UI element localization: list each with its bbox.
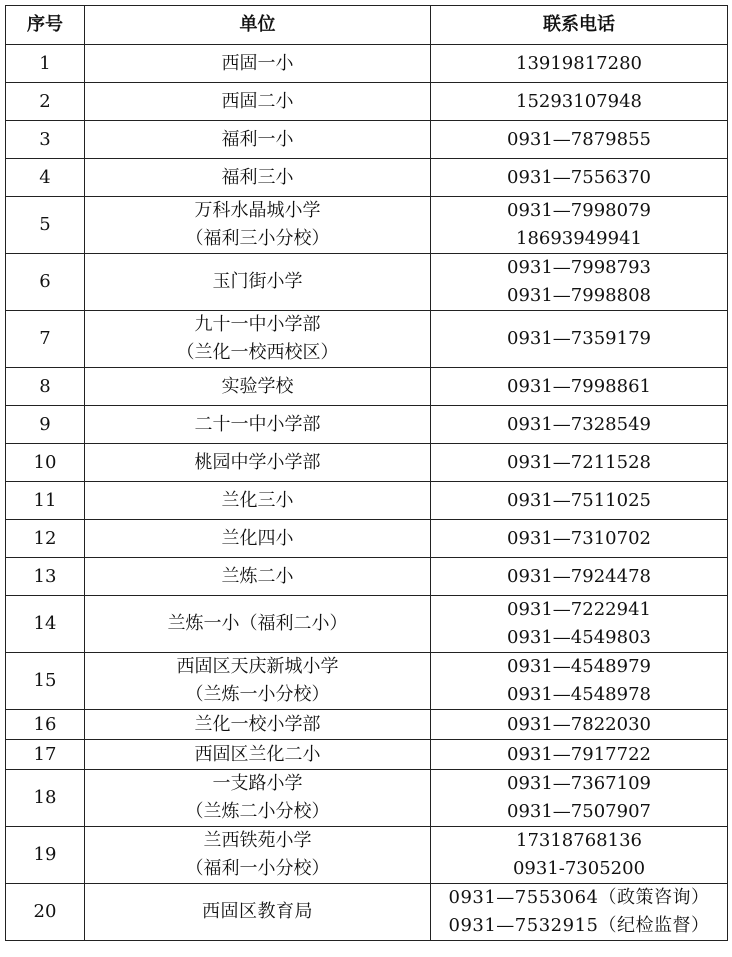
row-index: 18 <box>6 770 85 827</box>
table-row <box>6 444 728 482</box>
unit-line: 兰化四小 <box>221 527 294 549</box>
phone-number: 13919817280 <box>516 52 642 74</box>
row-index: 7 <box>6 311 85 368</box>
row-index: 15 <box>6 653 85 710</box>
table-row <box>6 254 728 311</box>
row-index: 13 <box>6 558 85 596</box>
phone-number: 0931—7328549 <box>507 413 651 435</box>
row-phone <box>431 121 728 159</box>
table-row <box>6 520 728 558</box>
phone-number: 0931—7822030 <box>507 713 651 735</box>
phone-number: 0931—7998861 <box>507 375 651 397</box>
row-phone <box>431 444 728 482</box>
unit-line: （兰化一校西校区） <box>176 342 339 363</box>
phone-number: 0931—7211528 <box>507 451 651 473</box>
row-phone <box>431 311 728 368</box>
table-row <box>6 770 728 827</box>
unit-line: 玉门街小学 <box>212 271 303 292</box>
row-index: 4 <box>6 159 85 197</box>
phone-number: 0931—4548979 <box>507 656 651 677</box>
phone-number: 0931—7556370 <box>507 166 651 188</box>
row-index: 3 <box>6 121 85 159</box>
row-unit <box>85 368 431 406</box>
header-unit: 单位 <box>85 6 431 45</box>
row-phone <box>431 827 728 884</box>
table-row <box>6 740 728 770</box>
row-phone <box>431 596 728 653</box>
phone-number: 0931—7998079 <box>507 200 651 221</box>
phone-number: 17318768136 <box>516 830 642 851</box>
table-row <box>6 884 728 941</box>
unit-line: 桃园中学小学部 <box>194 451 321 473</box>
row-index: 8 <box>6 368 85 406</box>
row-phone <box>431 558 728 596</box>
row-unit <box>85 770 431 827</box>
row-phone <box>431 83 728 121</box>
row-index: 17 <box>6 740 85 770</box>
row-unit <box>85 197 431 254</box>
unit-line: 兰化三小 <box>221 489 294 511</box>
phone-number: 0931—7998808 <box>507 285 651 306</box>
table-row <box>6 197 728 254</box>
phone-number: 0931—7367109 <box>507 773 651 794</box>
row-unit <box>85 558 431 596</box>
phone-number: 0931—7917722 <box>507 743 651 765</box>
unit-line: （兰炼一小分校） <box>185 684 330 705</box>
table-row <box>6 827 728 884</box>
header-row <box>6 6 728 45</box>
phone-number: 0931—7553064（政策咨询） <box>448 887 710 908</box>
row-phone <box>431 197 728 254</box>
table-row <box>6 710 728 740</box>
row-phone <box>431 45 728 83</box>
contact-table <box>5 5 728 941</box>
unit-line: （兰炼二小分校） <box>185 801 330 822</box>
row-phone <box>431 884 728 941</box>
row-unit <box>85 83 431 121</box>
header-index: 序号 <box>6 6 85 45</box>
row-unit <box>85 710 431 740</box>
row-index: 12 <box>6 520 85 558</box>
row-unit <box>85 45 431 83</box>
row-unit <box>85 596 431 653</box>
row-unit <box>85 406 431 444</box>
table-row <box>6 45 728 83</box>
row-index: 14 <box>6 596 85 653</box>
unit-line: 兰化一校小学部 <box>194 713 321 735</box>
unit-line: （福利一小分校） <box>185 858 330 879</box>
unit-line: 兰炼二小 <box>221 565 294 587</box>
row-phone <box>431 406 728 444</box>
row-index: 5 <box>6 197 85 254</box>
phone-number: 0931—7359179 <box>507 328 651 349</box>
phone-number: 15293107948 <box>516 90 642 112</box>
phone-number: 0931—7511025 <box>507 489 651 511</box>
unit-line: 一支路小学 <box>212 773 303 794</box>
table-row <box>6 596 728 653</box>
table-row <box>6 558 728 596</box>
row-index: 1 <box>6 45 85 83</box>
row-unit <box>85 884 431 941</box>
row-phone <box>431 159 728 197</box>
row-unit <box>85 520 431 558</box>
phone-number: 0931—7532915（纪检监督） <box>448 915 710 936</box>
row-index: 19 <box>6 827 85 884</box>
unit-line: 西固区兰化二小 <box>194 743 321 765</box>
unit-line: （福利三小分校） <box>185 228 330 249</box>
unit-line: 西固二小 <box>221 90 294 112</box>
row-index: 6 <box>6 254 85 311</box>
phone-number: 18693949941 <box>516 228 642 249</box>
unit-line: 西固区天庆新城小学 <box>176 656 339 677</box>
row-index: 16 <box>6 710 85 740</box>
row-unit <box>85 740 431 770</box>
phone-number: 0931—7879855 <box>507 128 651 150</box>
row-unit <box>85 827 431 884</box>
row-phone <box>431 254 728 311</box>
unit-line: 西固区教育局 <box>202 901 313 922</box>
row-index: 11 <box>6 482 85 520</box>
row-phone <box>431 653 728 710</box>
phone-number: 0931—4548978 <box>507 684 651 705</box>
row-phone <box>431 710 728 740</box>
table-row <box>6 368 728 406</box>
row-index: 9 <box>6 406 85 444</box>
table-body <box>6 45 728 941</box>
phone-number: 0931—7998793 <box>507 257 651 278</box>
row-unit <box>85 121 431 159</box>
unit-line: 九十一中小学部 <box>194 314 321 335</box>
row-unit <box>85 653 431 710</box>
unit-line: 二十一中小学部 <box>194 413 321 435</box>
table-row <box>6 406 728 444</box>
phone-number: 0931—4549803 <box>507 627 651 648</box>
table-row <box>6 653 728 710</box>
table-row <box>6 482 728 520</box>
table-row <box>6 121 728 159</box>
unit-line: 兰西铁苑小学 <box>203 830 312 851</box>
row-unit <box>85 444 431 482</box>
row-phone <box>431 368 728 406</box>
unit-line: 兰炼一小（福利二小） <box>167 613 348 634</box>
row-phone <box>431 740 728 770</box>
row-unit <box>85 254 431 311</box>
phone-number: 0931—7507907 <box>507 801 651 822</box>
row-phone <box>431 770 728 827</box>
row-unit <box>85 159 431 197</box>
row-index: 2 <box>6 83 85 121</box>
phone-number: 0931—7222941 <box>507 599 651 620</box>
table-row <box>6 311 728 368</box>
header-phone: 联系电话 <box>431 6 728 45</box>
phone-number: 0931—7310702 <box>507 527 651 549</box>
phone-number: 0931-7305200 <box>512 858 646 879</box>
row-index: 20 <box>6 884 85 941</box>
unit-line: 西固一小 <box>221 52 294 74</box>
unit-line: 实验学校 <box>221 375 294 397</box>
row-phone <box>431 520 728 558</box>
row-unit <box>85 482 431 520</box>
table-row <box>6 159 728 197</box>
unit-line: 福利一小 <box>221 128 294 150</box>
unit-line: 福利三小 <box>221 166 294 188</box>
row-unit <box>85 311 431 368</box>
unit-line: 万科水晶城小学 <box>194 200 321 221</box>
phone-number: 0931—7924478 <box>507 565 651 587</box>
table-row <box>6 83 728 121</box>
row-phone <box>431 482 728 520</box>
row-index: 10 <box>6 444 85 482</box>
